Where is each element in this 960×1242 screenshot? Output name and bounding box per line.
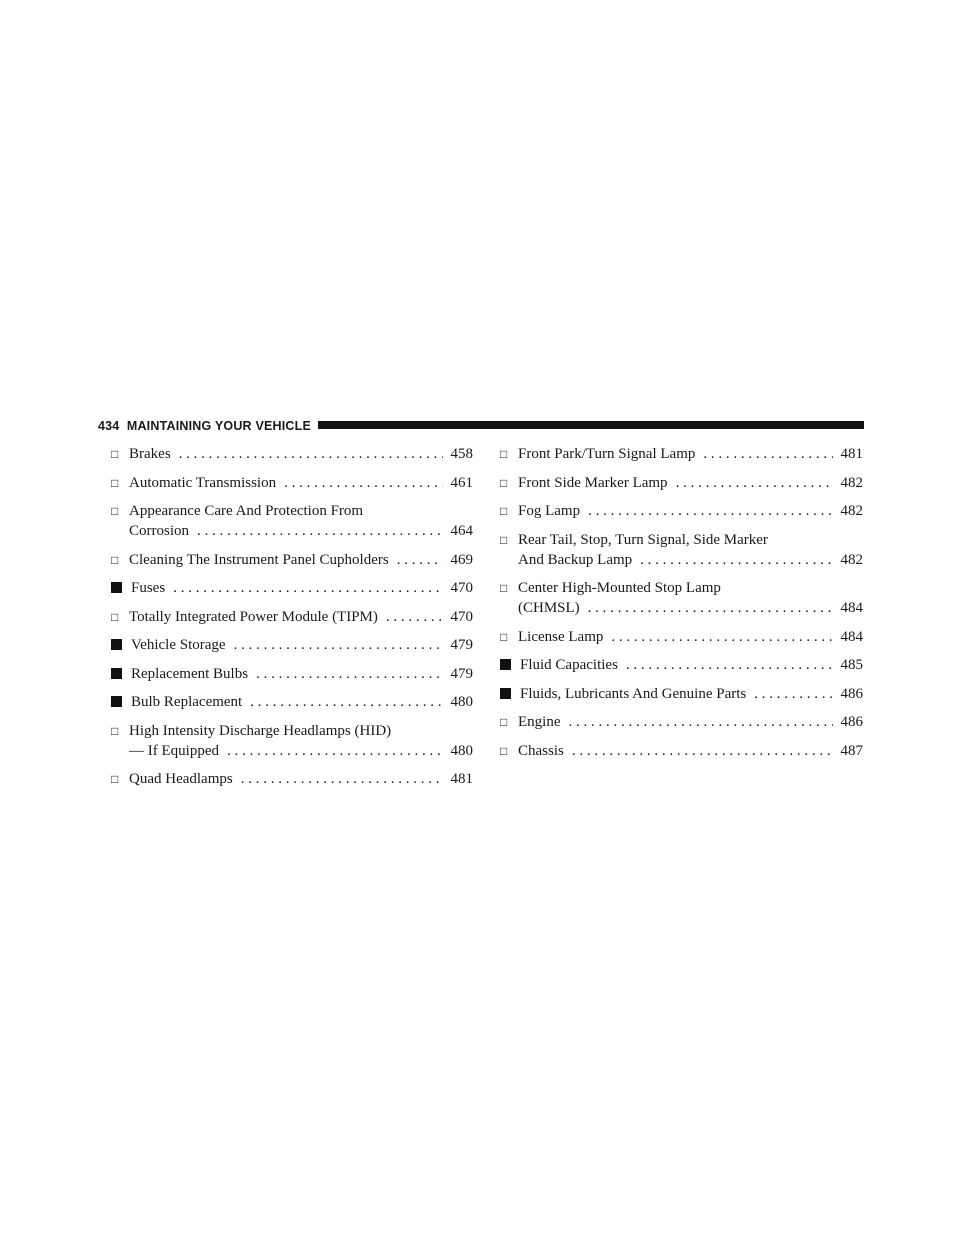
- toc-page-number: 464: [450, 523, 473, 539]
- hollow-square-bullet-icon: □: [111, 552, 119, 567]
- filled-square-bullet-icon: [500, 659, 511, 670]
- toc-entry[interactable]: [500, 444, 863, 464]
- toc-entry[interactable]: [111, 692, 473, 712]
- dot-leader: [703, 444, 833, 464]
- dot-leader: [179, 444, 443, 464]
- page-header: [98, 416, 864, 436]
- dot-leader: [626, 655, 833, 675]
- toc-page-number: 470: [450, 608, 473, 625]
- toc-entry-title: Front Park/Turn Signal Lamp: [518, 446, 696, 462]
- toc-entry-title: Vehicle Storage: [131, 637, 226, 653]
- toc-page-number: 458: [450, 446, 473, 462]
- hollow-square-bullet-icon: □: [111, 609, 119, 624]
- toc-page-number: 480: [450, 694, 473, 710]
- toc-page-number: 481: [840, 446, 863, 462]
- toc-page-number: 486: [840, 685, 863, 702]
- toc-page-number: 486: [840, 714, 863, 730]
- page-number: 434: [98, 419, 120, 433]
- toc-entry-title: — If Equipped: [129, 742, 219, 759]
- toc-entry[interactable]: [500, 712, 863, 732]
- toc-page-number: 480: [450, 742, 473, 759]
- filled-square-bullet-icon: [111, 696, 122, 707]
- dot-leader: [569, 712, 834, 732]
- toc-entry-title: License Lamp: [518, 628, 604, 645]
- dot-leader: [197, 521, 443, 541]
- toc-entry[interactable]: [500, 501, 863, 521]
- toc-entry[interactable]: [111, 664, 473, 684]
- dot-leader: [227, 741, 443, 761]
- toc-entry-title: And Backup Lamp: [518, 551, 633, 568]
- hollow-square-bullet-icon: □: [500, 581, 508, 595]
- toc-entry-title: Quad Headlamps: [129, 771, 233, 787]
- header-rule: [318, 421, 864, 429]
- dot-leader: [284, 473, 443, 493]
- toc-entry[interactable]: [111, 501, 473, 541]
- toc-entry-title: Replacement Bulbs: [131, 665, 249, 682]
- hollow-square-bullet-icon: □: [111, 475, 119, 490]
- toc-page-number: 461: [450, 474, 473, 491]
- toc-entry-title: Fluid Capacities: [520, 657, 618, 673]
- toc-page-number: 482: [840, 551, 863, 568]
- filled-square-bullet-icon: [111, 582, 122, 593]
- toc-page-number: 484: [840, 628, 863, 645]
- hollow-square-bullet-icon: □: [111, 447, 119, 461]
- toc-entry[interactable]: [500, 684, 863, 704]
- hollow-square-bullet-icon: □: [111, 772, 119, 786]
- header-text: [98, 419, 311, 433]
- toc-page-number: 470: [450, 580, 473, 596]
- toc-page-number: 479: [450, 665, 473, 682]
- toc-entry[interactable]: [500, 530, 863, 570]
- dot-leader: [588, 598, 833, 618]
- toc-entry-title: (CHMSL): [518, 600, 580, 616]
- toc-page-number: 487: [840, 742, 863, 759]
- toc-page-number: 482: [840, 474, 863, 491]
- hollow-square-bullet-icon: □: [111, 504, 119, 518]
- toc-page-number: 482: [840, 503, 863, 519]
- hollow-square-bullet-icon: □: [500, 532, 508, 547]
- toc-page-number: 485: [840, 657, 863, 673]
- toc-entry-title: Corrosion: [129, 523, 189, 539]
- toc-entry[interactable]: [111, 607, 473, 627]
- toc-left-column: [111, 444, 473, 798]
- hollow-square-bullet-icon: □: [500, 629, 508, 644]
- dot-leader: [250, 692, 443, 712]
- toc-entry-title: Totally Integrated Power Module (TIPM): [129, 608, 378, 625]
- toc-entry[interactable]: [111, 444, 473, 464]
- hollow-square-bullet-icon: □: [500, 504, 508, 518]
- toc-page-number: 484: [840, 600, 863, 616]
- toc-entry[interactable]: [111, 769, 473, 789]
- toc-page-number: 479: [450, 637, 473, 653]
- toc-entry-title: Automatic Transmission: [129, 474, 277, 491]
- toc-entry-title: Brakes: [129, 446, 171, 462]
- toc-entry-title: Center High-Mounted Stop Lamp: [518, 580, 721, 596]
- hollow-square-bullet-icon: □: [500, 447, 508, 461]
- filled-square-bullet-icon: [111, 639, 122, 650]
- toc-entry-title: Appearance Care And Protection From: [129, 503, 364, 519]
- toc-entry[interactable]: [111, 473, 473, 493]
- dot-leader: [611, 627, 833, 647]
- filled-square-bullet-icon: [500, 688, 511, 699]
- dot-leader: [241, 769, 443, 789]
- dot-leader: [173, 578, 443, 598]
- dot-leader: [588, 501, 833, 521]
- toc-right-column: [500, 444, 863, 769]
- toc-entry-title: Engine: [518, 714, 561, 730]
- toc-entry-title: Front Side Marker Lamp: [518, 474, 668, 491]
- toc-entry[interactable]: [500, 473, 863, 493]
- dot-leader: [234, 635, 443, 655]
- dot-leader: [676, 473, 833, 493]
- toc-entry-title: Fog Lamp: [518, 503, 581, 519]
- toc-entry-title: Fluids, Lubricants And Genuine Parts: [520, 685, 747, 702]
- filled-square-bullet-icon: [111, 668, 122, 679]
- dot-leader: [754, 684, 833, 704]
- dot-leader: [397, 550, 443, 570]
- dot-leader: [256, 664, 443, 684]
- toc-page-number: 469: [450, 551, 473, 568]
- toc-entry[interactable]: [111, 578, 473, 598]
- toc-entry[interactable]: [500, 627, 863, 647]
- dot-leader: [572, 741, 833, 761]
- hollow-square-bullet-icon: □: [111, 723, 119, 738]
- toc-entry[interactable]: [111, 635, 473, 655]
- toc-entry-title: Fuses: [131, 580, 166, 596]
- dot-leader: [640, 550, 833, 570]
- toc-entry[interactable]: [111, 550, 473, 570]
- toc-entry-title: High Intensity Discharge Headlamps (HID): [129, 722, 392, 739]
- hollow-square-bullet-icon: □: [500, 475, 508, 490]
- toc-entry[interactable]: [500, 578, 863, 618]
- toc-entry-title: Bulb Replacement: [131, 694, 243, 710]
- toc-entry-title: Rear Tail, Stop, Turn Signal, Side Marker: [518, 531, 768, 548]
- section-title: MAINTAINING YOUR VEHICLE: [126, 419, 312, 433]
- toc-page-number: 481: [450, 771, 473, 787]
- toc-entry[interactable]: [500, 741, 863, 761]
- hollow-square-bullet-icon: □: [500, 743, 508, 758]
- toc-entry-title: Cleaning The Instrument Panel Cupholders: [129, 551, 389, 568]
- toc-entry[interactable]: [111, 721, 473, 761]
- toc-entry[interactable]: [500, 655, 863, 675]
- hollow-square-bullet-icon: □: [500, 715, 508, 729]
- toc-entry-title: Chassis: [518, 742, 564, 759]
- dot-leader: [386, 607, 443, 627]
